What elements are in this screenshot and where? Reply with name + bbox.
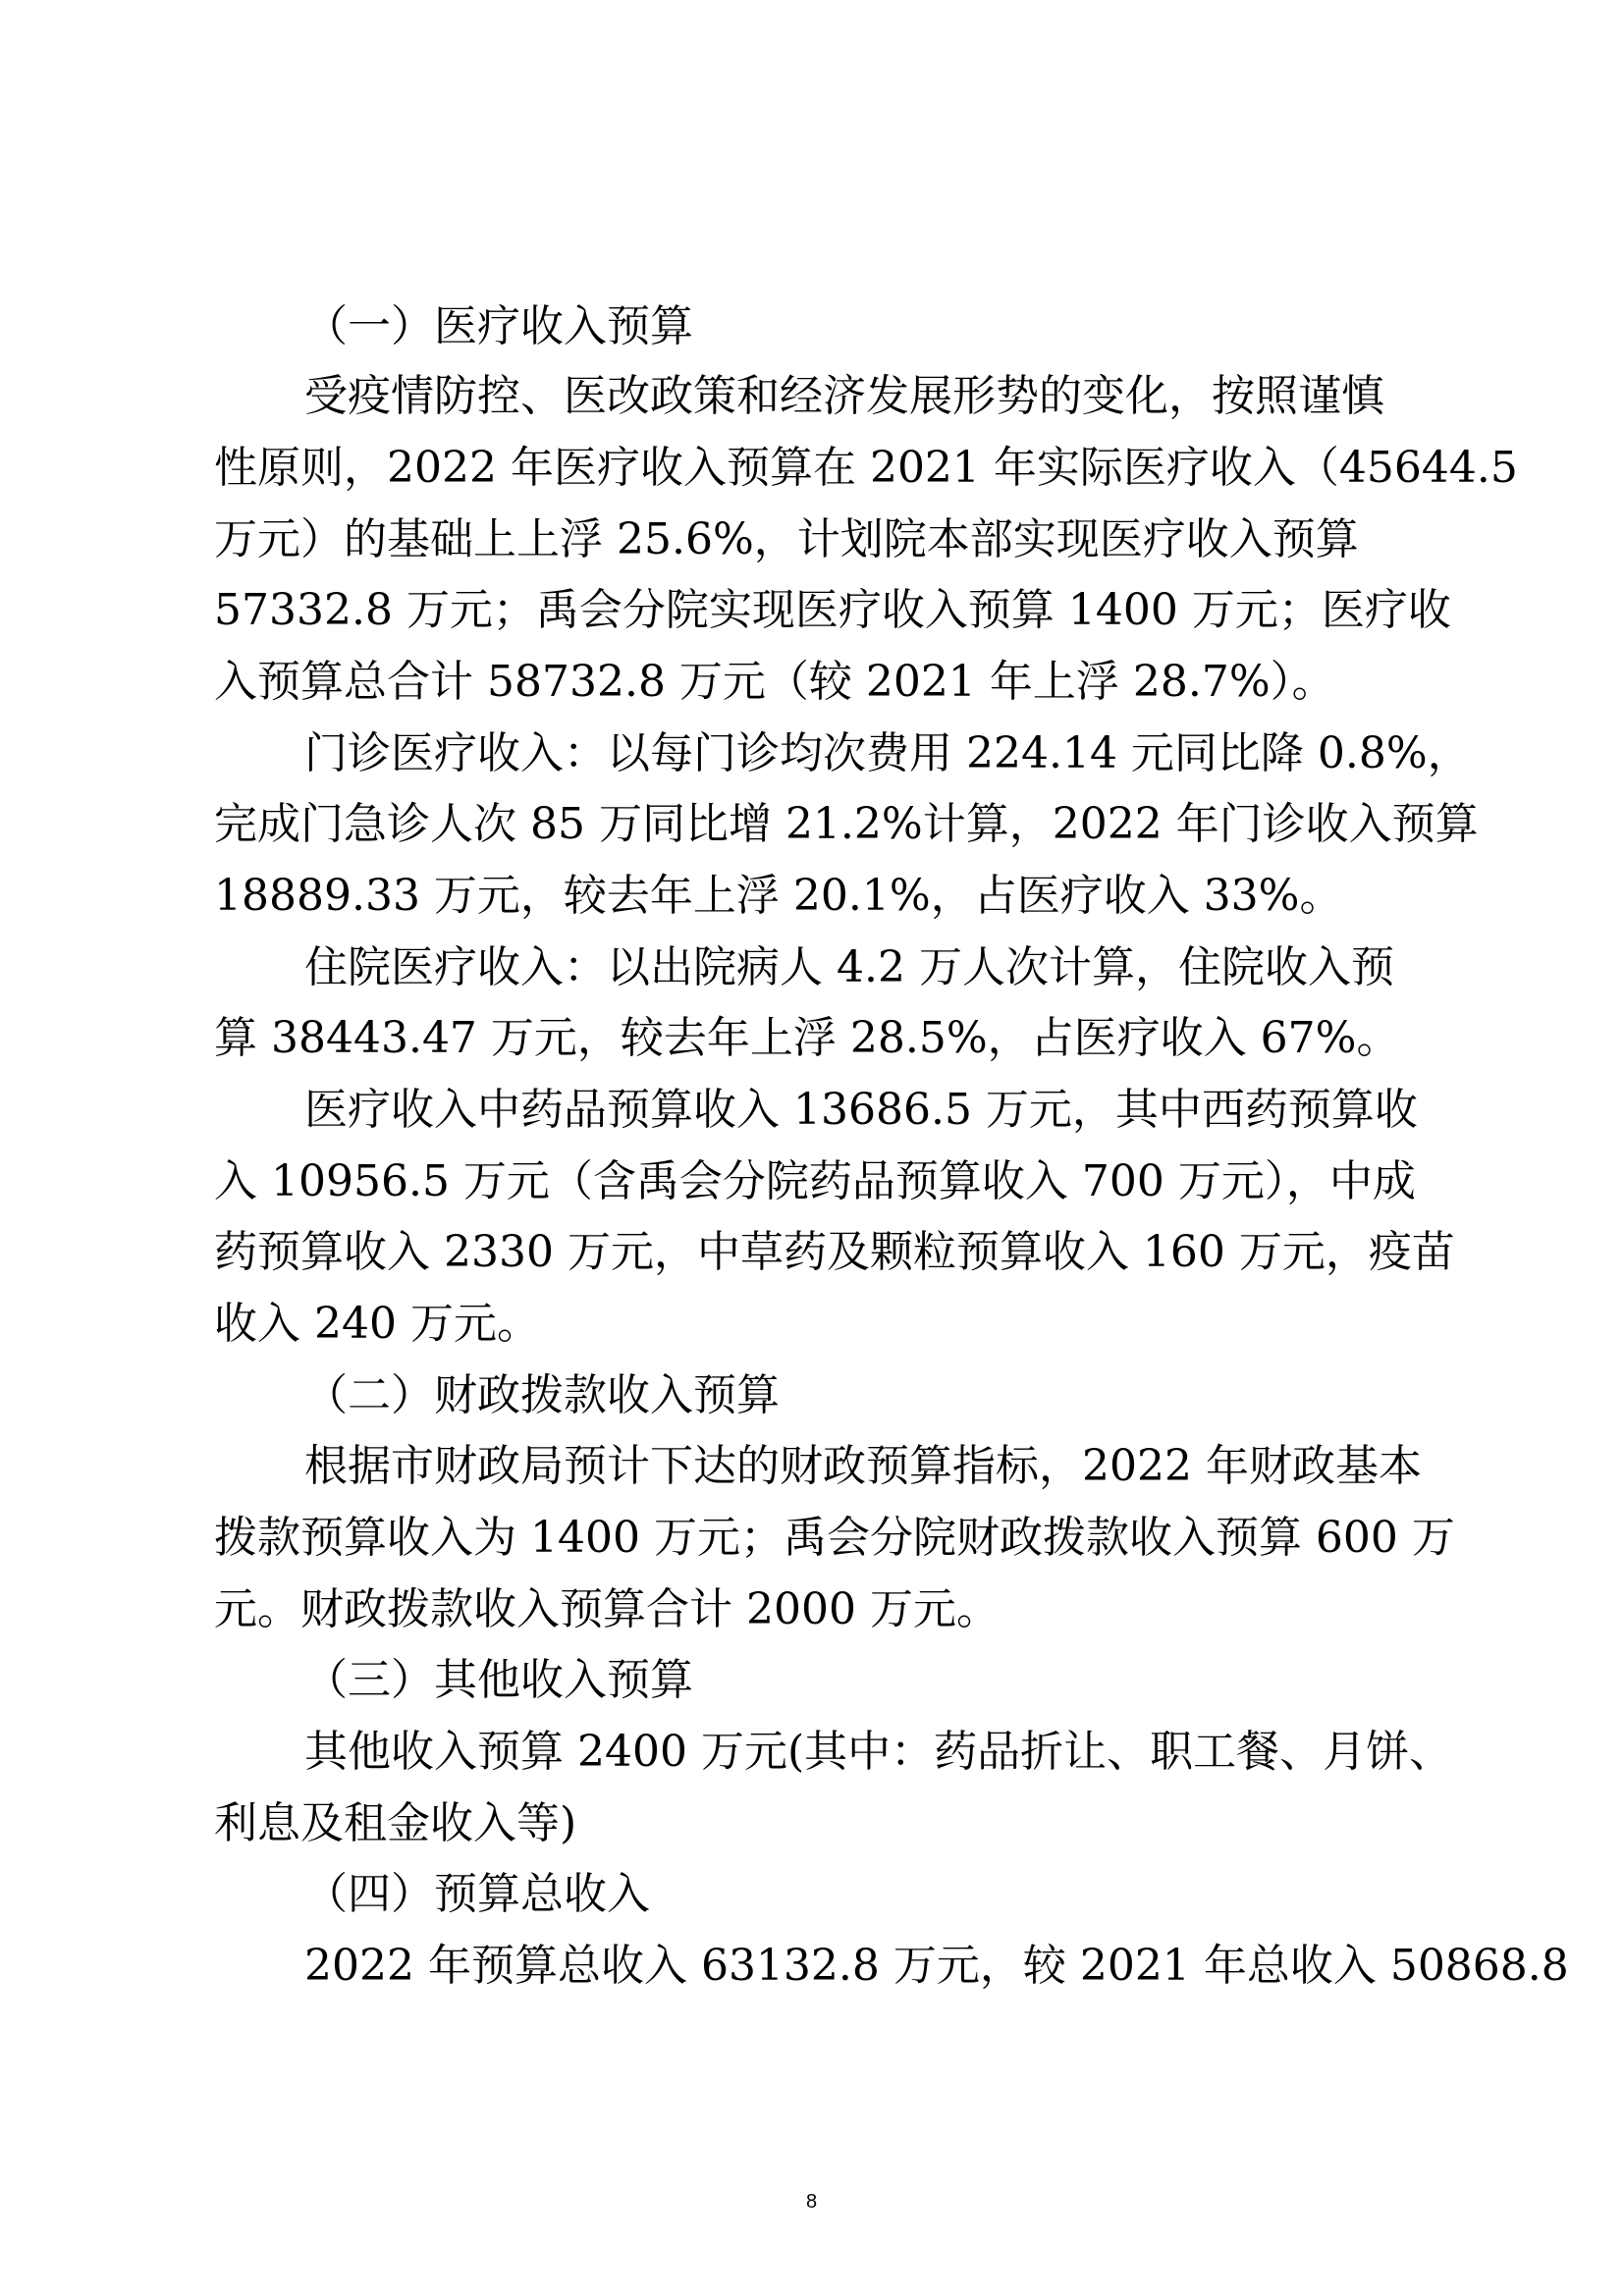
paragraph-line: 药预算收入 2330 万元，中草药及颗粒预算收入 160 万元，疫苗	[214, 1227, 1455, 1277]
paragraph-line: 算 38443.47 万元，较去年上浮 28.5%，占医疗收入 67%。	[214, 1013, 1400, 1063]
section-heading-fiscal-appropriation: （二）财政拨款收入预算	[304, 1370, 780, 1420]
paragraph-line: 收入 240 万元。	[214, 1299, 540, 1349]
paragraph-line: 利息及租金收入等)	[214, 1798, 577, 1848]
paragraph-line: 完成门急诊人次 85 万同比增 21.2%计算，2022 年门诊收入预算	[214, 799, 1479, 849]
section-heading-medical-income: （一）医疗收入预算	[304, 301, 693, 351]
paragraph-line: 医疗收入中药品预算收入 13686.5 万元，其中西药预算收	[304, 1085, 1418, 1135]
paragraph-line: 万元）的基础上上浮 25.6%，计划院本部实现医疗收入预算	[214, 514, 1359, 564]
paragraph-line: 18889.33 万元，较去年上浮 20.1%，占医疗收入 33%。	[214, 871, 1343, 921]
paragraph-line: 拨款预算收入为 1400 万元；禹会分院财政拨款收入预算 600 万	[214, 1513, 1455, 1563]
paragraph-line: 元。财政拨款收入预算合计 2000 万元。	[214, 1584, 1000, 1634]
paragraph-line: 入预算总合计 58732.8 万元（较 2021 年上浮 28.7%）。	[214, 657, 1335, 707]
section-heading-other-income: （三）其他收入预算	[304, 1655, 693, 1705]
paragraph-line: 入 10956.5 万元（含禹会分院药品预算收入 700 万元），中成	[214, 1156, 1416, 1206]
paragraph-line: 57332.8 万元；禹会分院实现医疗收入预算 1400 万元；医疗收	[214, 585, 1451, 635]
paragraph-line: 根据市财政局预计下达的财政预算指标，2022 年财政基本	[304, 1441, 1422, 1491]
paragraph-line: 住院医疗收入：以出院病人 4.2 万人次计算，住院收入预	[304, 942, 1394, 992]
paragraph-line: 其他收入预算 2400 万元(其中：药品折让、职工餐、月饼、	[304, 1727, 1453, 1777]
section-heading-total-income: （四）预算总收入	[304, 1869, 650, 1919]
page-number: 8	[805, 2191, 818, 2213]
paragraph-line: 门诊医疗收入：以每门诊均次费用 224.14 元同比降 0.8%，	[304, 728, 1471, 778]
paragraph-line: 性原则，2022 年医疗收入预算在 2021 年实际医疗收入（45644.5	[214, 443, 1518, 493]
paragraph-line: 2022 年预算总收入 63132.8 万元，较 2021 年总收入 50868.8	[304, 1941, 1569, 1991]
paragraph-line: 受疫情防控、医改政策和经济发展形势的变化，按照谨慎	[304, 371, 1384, 421]
